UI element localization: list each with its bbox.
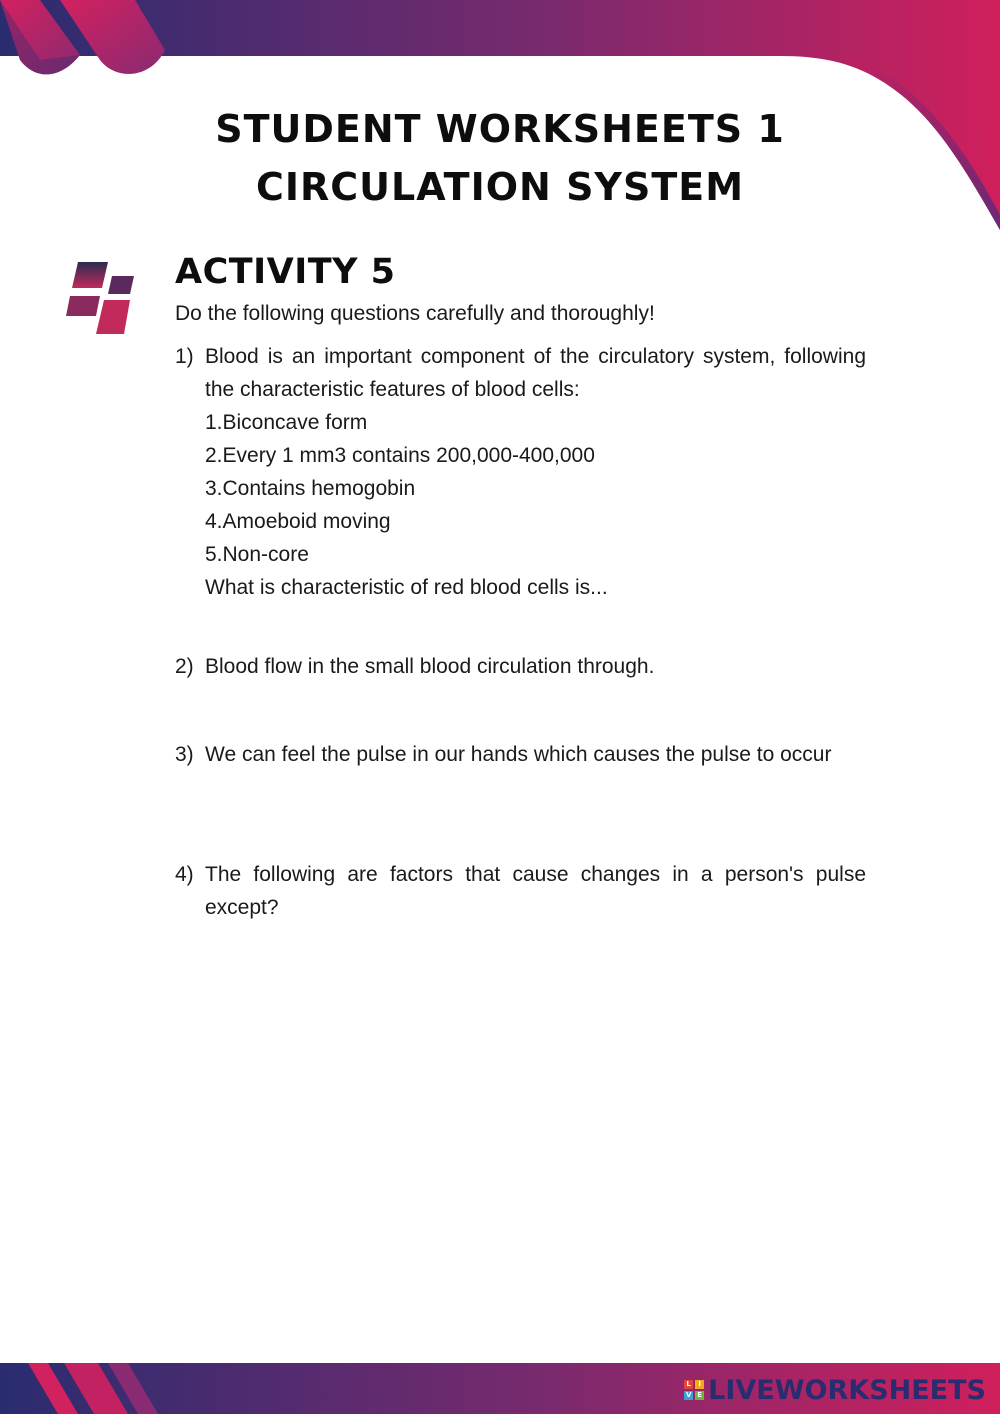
question-3 <box>175 738 866 771</box>
brand-logo-icon: L I V E <box>684 1380 704 1400</box>
title-line-2: CIRCULATION SYSTEM <box>255 165 745 209</box>
tiles-icon <box>64 262 136 336</box>
question-text: Blood is an important component of the circulatory system, following the characteristic features of blood cells: <box>205 345 866 401</box>
list-item: 2.Every 1 mm3 contains 200,000-400,000 <box>205 444 595 467</box>
question-number: 1) <box>175 345 194 368</box>
page-title <box>0 100 1000 216</box>
question-text: Blood flow in the small blood circulation through. <box>205 655 655 678</box>
question-prompt: What is characteristic of red blood cells is... <box>205 576 608 599</box>
list-item: 3.Contains hemogobin <box>205 477 416 500</box>
question-1 <box>175 340 866 604</box>
question-text: We can feel the pulse in our hands which causes the pulse to occur <box>205 743 832 766</box>
activity-instruction: Do the following questions carefully and thoroughly! <box>175 302 655 325</box>
question-4 <box>175 858 866 924</box>
question-text: The following are factors that cause changes in a person's pulse except? <box>205 863 866 919</box>
list-item: 4.Amoeboid moving <box>205 510 391 533</box>
brand-name: LIVEWORKSHEETS <box>708 1374 986 1406</box>
list-item: 1.Biconcave form <box>205 411 368 434</box>
question-number: 4) <box>175 863 194 886</box>
question-2 <box>175 650 866 683</box>
list-item: 5.Non-core <box>205 543 309 566</box>
title-line-1: STUDENT WORKSHEETS 1 <box>215 107 785 151</box>
footer-brand[interactable] <box>684 1373 986 1407</box>
question-number: 2) <box>175 655 194 678</box>
question-number: 3) <box>175 743 194 766</box>
activity-heading: ACTIVITY 5 <box>175 252 396 292</box>
